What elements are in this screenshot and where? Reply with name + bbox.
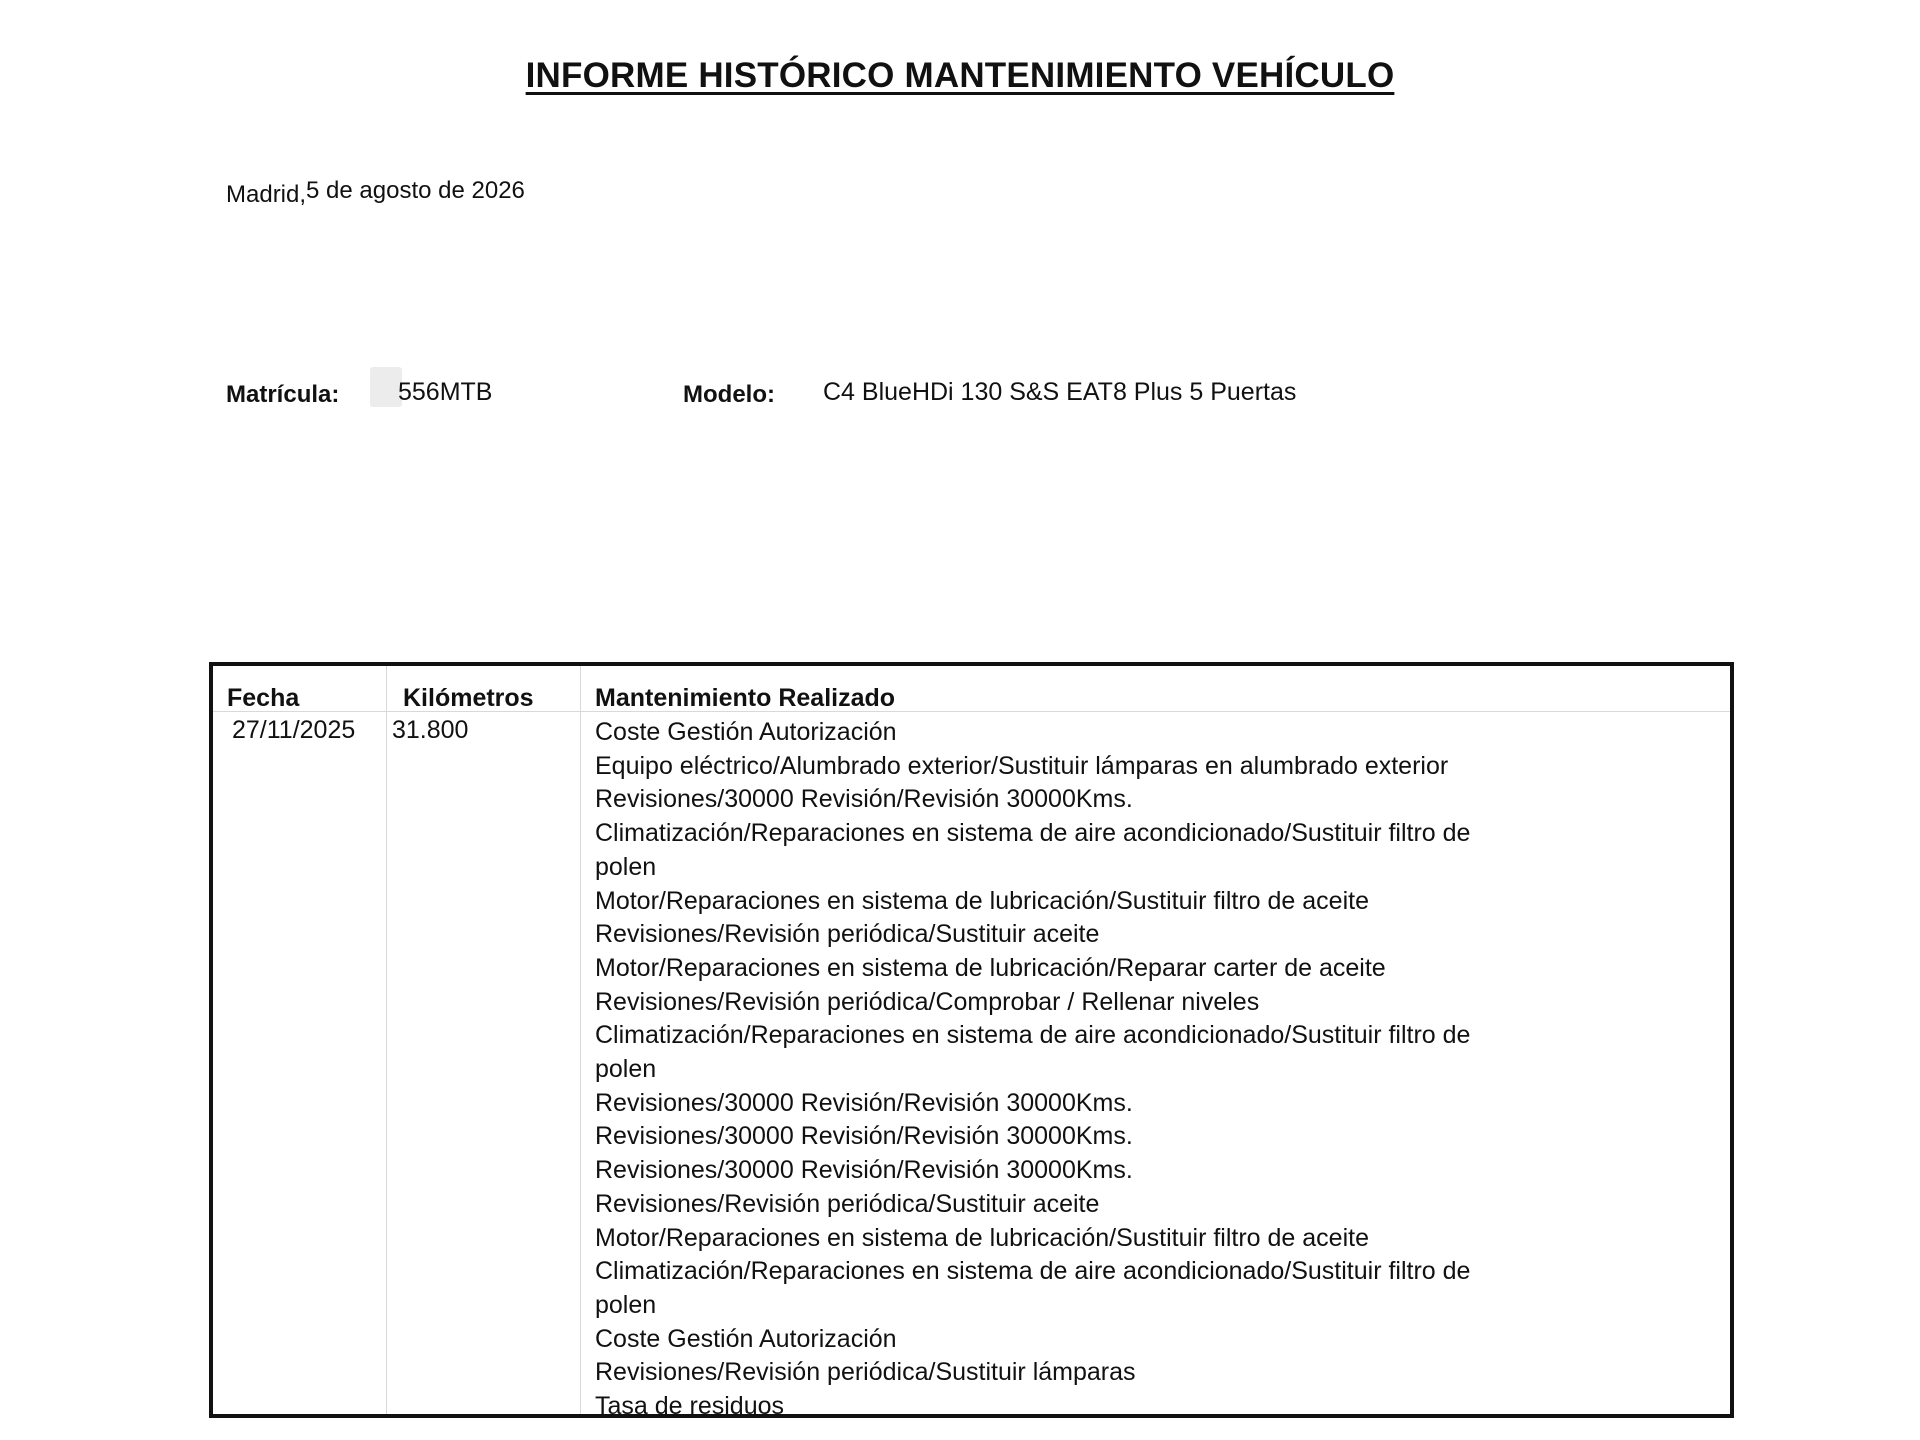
model-label: Modelo: <box>683 381 775 408</box>
maintenance-line: Revisiones/Revisión periódica/Sustituir aceite <box>595 1189 1100 1218</box>
header-fecha: Fecha <box>227 684 300 712</box>
column-divider <box>386 666 387 1414</box>
maintenance-line: Coste Gestión Autorización <box>595 718 897 746</box>
document-title: INFORME HISTÓRICO MANTENIMIENTO VEHÍCULO <box>525 56 1395 95</box>
model-value: C4 BlueHDi 130 S&S EAT8 Plus 5 Puertas <box>823 378 1297 406</box>
report-date: 5 de agosto de 2026 <box>306 177 525 204</box>
header-mantenimiento: Mantenimiento Realizado <box>595 684 896 712</box>
maintenance-line: Climatización/Reparaciones en sistema de aire acondicionado/Sustituir filtro de <box>595 1021 1471 1050</box>
maintenance-line: Climatización/Reparaciones en sistema de aire acondicionado/Sustituir filtro de <box>595 819 1471 848</box>
maintenance-line: Revisiones/Revisión periódica/Comprobar / Rellenar niveles <box>595 987 1260 1016</box>
place-date <box>226 177 525 208</box>
maintenance-line: Revisiones/Revisión periódica/Sustituir lámparas <box>595 1358 1136 1387</box>
maintenance-line: Revisiones/30000 Revisión/Revisión 30000Kms. <box>595 785 1133 814</box>
maintenance-line: polen <box>595 1290 657 1319</box>
maintenance-line: Climatización/Reparaciones en sistema de aire acondicionado/Sustituir filtro de <box>595 1257 1471 1286</box>
maintenance-line: Tasa de residuos <box>595 1392 785 1421</box>
plate-label: Matrícula: <box>226 381 340 408</box>
maintenance-list <box>595 716 1470 1424</box>
maintenance-line: Equipo eléctrico/Alumbrado exterior/Sustituir lámparas en alumbrado exterior <box>595 751 1449 780</box>
maintenance-line: Motor/Reparaciones en sistema de lubricación/Reparar carter de aceite <box>595 953 1386 982</box>
maintenance-line: Revisiones/Revisión periódica/Sustituir aceite <box>595 920 1100 949</box>
city: Madrid, <box>226 181 307 208</box>
column-divider <box>580 666 581 1414</box>
maintenance-line: Revisiones/30000 Revisión/Revisión 30000Kms. <box>595 1122 1133 1151</box>
plate-value: 556MTB <box>398 378 493 406</box>
maintenance-line: Coste Gestión Autorización <box>595 1324 897 1353</box>
maintenance-line: Motor/Reparaciones en sistema de lubricación/Sustituir filtro de aceite <box>595 1223 1369 1252</box>
cell-fecha: 27/11/2025 <box>232 716 356 744</box>
maintenance-table <box>209 662 1734 1421</box>
maintenance-line: Motor/Reparaciones en sistema de lubricación/Sustituir filtro de aceite <box>595 886 1369 915</box>
maintenance-line: Revisiones/30000 Revisión/Revisión 30000Kms. <box>595 1088 1133 1117</box>
maintenance-line: Revisiones/30000 Revisión/Revisión 30000Kms. <box>595 1156 1133 1185</box>
maintenance-line: polen <box>595 852 657 881</box>
maintenance-line: polen <box>595 1055 657 1084</box>
cell-kilometros: 31.800 <box>392 716 469 744</box>
header-kilometros: Kilómetros <box>403 684 534 712</box>
